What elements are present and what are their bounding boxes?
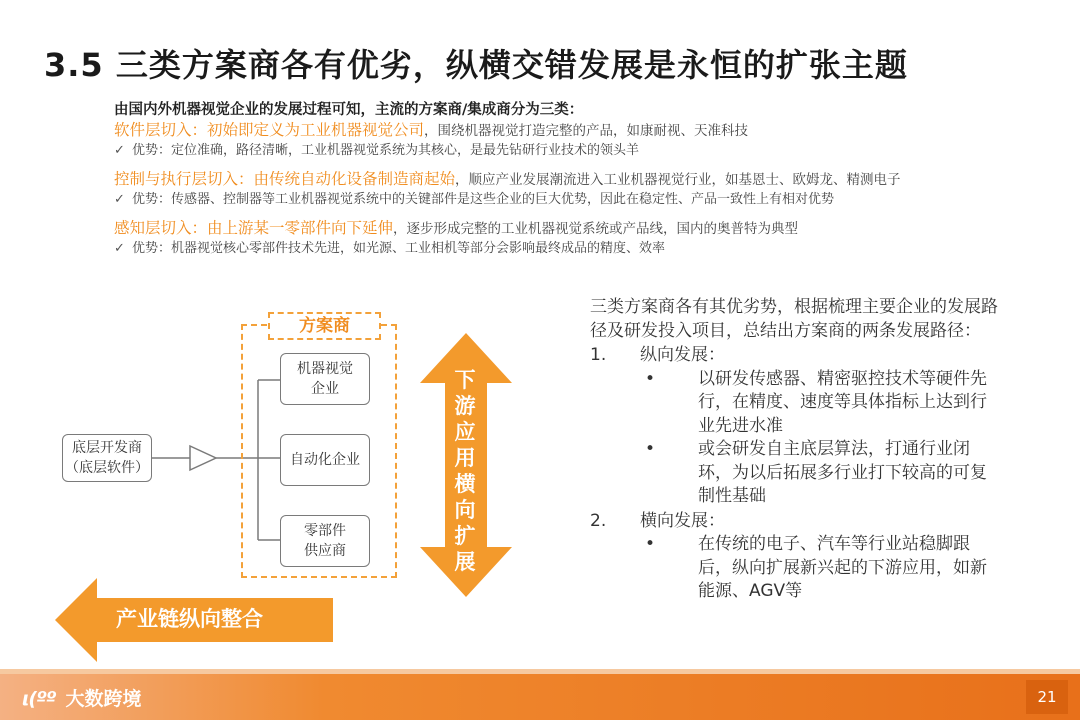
left-arrow-label: 产业链纵向整合 — [116, 607, 263, 631]
entry-software-highlight: 软件层切入：初始即定义为工业机器视觉公司 — [114, 121, 425, 139]
target-components-box — [280, 515, 370, 567]
path-2-label: 横向发展： — [640, 510, 725, 531]
entry-control-highlight: 控制与执行层切入：由传统自动化设备制造商起始 — [114, 170, 456, 188]
target-machine-vision-box — [280, 353, 370, 405]
source-box-line-1: 底层开发商 — [72, 440, 142, 456]
target-2-line-1: 自动化企业 — [290, 452, 360, 468]
entry-sensing-highlight: 感知层切入：由上游某一零部件向下延伸 — [114, 219, 394, 237]
check-icon: ✓ — [114, 143, 125, 158]
path-1-bullet-1-text: 以研发传感器、精密驱控技术等硬件先行，在精度、速度等具体指标上达到行业先进水准 — [698, 368, 987, 436]
check-icon: ✓ — [114, 241, 125, 256]
path-1-bullet-2 — [645, 438, 1010, 509]
intro-lead: 由国内外机器视觉企业的发展过程可知，主流的方案商/集成商分为三类： — [114, 102, 584, 118]
bullet-icon: • — [645, 534, 656, 554]
slide-title: 3.5 三类方案商各有优劣，纵横交错发展是永恒的扩张主题 — [44, 46, 908, 84]
target-automation-box — [280, 434, 370, 486]
flow-triangle-icon — [190, 446, 216, 470]
page-number: 21 — [1026, 680, 1068, 714]
target-1-line-1: 机器视觉 — [297, 361, 353, 377]
entry-control-advantage-text: 优势：传感器、控制器等工业机器视觉系统中的关键部件是这些企业的巨大优势，因此在稳定性、产品一致性上有相对优势 — [132, 192, 835, 207]
entry-software-description: ，围绕机器视觉打造完整的产品，如康耐视、天准科技 — [424, 123, 749, 139]
footer — [0, 674, 1080, 720]
path-2-heading — [590, 510, 1010, 534]
bullet-icon: • — [645, 368, 656, 389]
brand-name: 大数跨境 — [65, 688, 142, 710]
source-developer-box — [62, 434, 152, 482]
target-3-line-2: 供应商 — [304, 543, 346, 559]
vertical-arrow-label: 下游应用横向扩展 — [454, 368, 476, 574]
path-2-number: 2. — [590, 510, 607, 531]
path-1-bullet-2-text: 或会研发自主底层算法，打通行业闭环，为以后拓展多行业打下较高的可复制性基础 — [698, 439, 987, 506]
entry-sensing-description: ，逐步形成完整的工业机器视觉系统或产品线，国内的奥普特为典型 — [393, 221, 799, 237]
entry-software-advantage-text: 优势：定位准确，路径清晰，工业机器视觉系统为其核心，是最先钻研行业技术的领头羊 — [132, 143, 640, 158]
path-1-bullet-1 — [645, 368, 1010, 439]
development-paths-text — [590, 296, 1010, 604]
brand-logo-icon: ι(ºº — [22, 688, 56, 710]
bullet-icon: • — [645, 439, 656, 459]
paths-intro: 三类方案商各有其优劣势，根据梳理主要企业的发展路径及研发投入项目，总结出方案商的两条发展路径： — [590, 297, 998, 341]
brand — [22, 684, 142, 711]
target-1-line-2: 企业 — [311, 381, 339, 397]
source-box-line-2: （底层软件） — [65, 460, 149, 476]
entry-control-description: ，顺应产业发展潮流进入工业机器视觉行业，如基恩士、欧姆龙、精测电子 — [455, 172, 901, 188]
path-1-heading — [590, 344, 1010, 368]
group-label: 方案商 — [268, 312, 381, 340]
check-icon: ✓ — [114, 192, 125, 207]
path-1-number: 1. — [590, 345, 607, 365]
target-3-line-1: 零部件 — [304, 523, 346, 539]
entry-sensing-advantage-text: 优势：机器视觉核心零部件技术先进，如光源、工业相机等部分会影响最终成品的精度、效率 — [132, 241, 666, 256]
path-2-bullet-1-text: 在传统的电子、汽车等行业站稳脚跟后，纵向扩展新兴起的下游应用，如新能源、AGV等 — [698, 534, 987, 601]
path-2-bullet-1 — [645, 533, 1010, 604]
path-1-label: 纵向发展： — [640, 345, 725, 365]
